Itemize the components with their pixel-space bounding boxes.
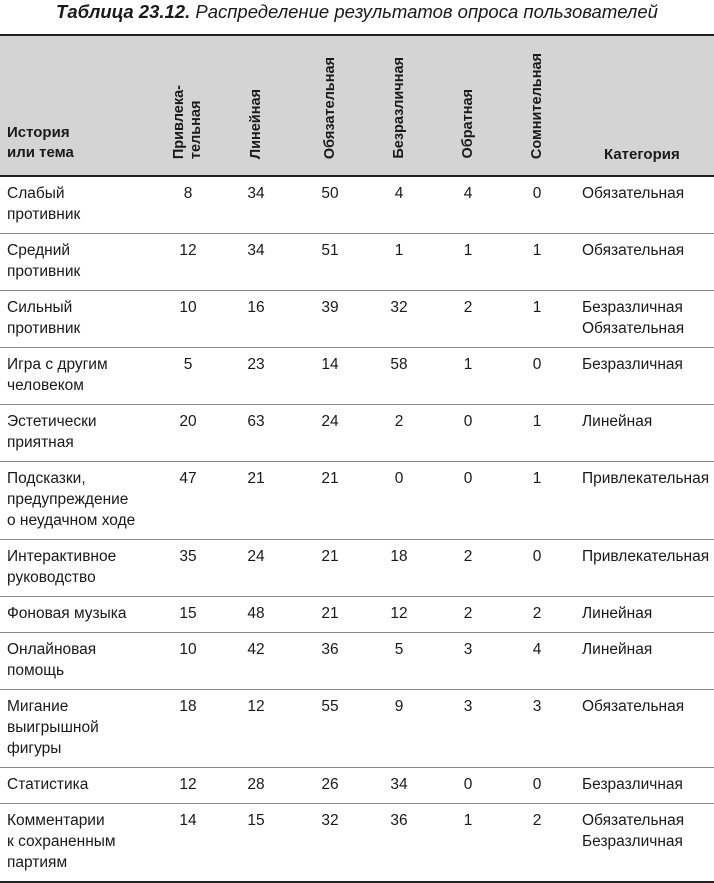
value-cell: 36 [362, 804, 436, 883]
topic-cell [0, 291, 162, 348]
value-cell: 51 [298, 234, 362, 291]
table-row [0, 804, 714, 883]
value-cell: 39 [298, 291, 362, 348]
header-topic-line: или тема [7, 144, 74, 161]
value-cell: 42 [214, 633, 298, 690]
value-cell: 15 [162, 597, 214, 633]
value-cell: 21 [298, 540, 362, 597]
value-cell: 0 [436, 768, 500, 804]
header-linear: Линейная [247, 88, 264, 159]
value-cell: 10 [162, 633, 214, 690]
topic-line: Комментарии [7, 812, 105, 829]
topic-cell [0, 462, 162, 540]
value-cell: 21 [298, 462, 362, 540]
category-cell [574, 768, 714, 804]
table-body [0, 176, 714, 882]
value-cell: 20 [162, 405, 214, 462]
topic-cell [0, 597, 162, 633]
category-line: Безразличная [582, 776, 683, 793]
value-cell: 26 [298, 768, 362, 804]
table-row [0, 462, 714, 540]
value-cell: 9 [362, 690, 436, 768]
topic-line: о неудачном ходе [7, 512, 136, 529]
value-cell: 23 [214, 348, 298, 405]
topic-line: Онлайновая [7, 641, 97, 658]
value-cell: 35 [162, 540, 214, 597]
value-cell: 0 [436, 462, 500, 540]
category-line: Безразличная [582, 356, 683, 373]
category-cell [574, 690, 714, 768]
table-row [0, 633, 714, 690]
topic-line: человеком [7, 377, 84, 394]
header-attractive-line: Привлека- [171, 84, 187, 159]
value-cell: 32 [298, 804, 362, 883]
topic-cell [0, 768, 162, 804]
value-cell: 1 [362, 234, 436, 291]
category-line: Привлекательная [582, 470, 710, 487]
value-cell: 0 [436, 405, 500, 462]
topic-cell [0, 804, 162, 883]
topic-line: предупреждение [7, 491, 129, 508]
value-cell: 1 [436, 804, 500, 883]
table-row [0, 234, 714, 291]
value-cell: 48 [214, 597, 298, 633]
value-cell: 2 [436, 291, 500, 348]
value-cell: 18 [362, 540, 436, 597]
value-cell: 8 [162, 176, 214, 234]
topic-line: помощь [7, 662, 65, 679]
caption-label: Таблица 23.12. [56, 1, 191, 22]
caption-text: Распределение результатов опроса пользователей [190, 1, 658, 22]
value-cell: 1 [500, 234, 574, 291]
category-line: Линейная [582, 641, 653, 658]
header-topic-line: История [7, 124, 70, 141]
value-cell: 18 [162, 690, 214, 768]
value-cell: 2 [500, 597, 574, 633]
category-line: Безразличная [582, 833, 683, 850]
value-cell: 34 [214, 176, 298, 234]
value-cell: 3 [500, 690, 574, 768]
header-attractive [162, 35, 214, 176]
table-caption [0, 0, 714, 34]
value-cell: 0 [362, 462, 436, 540]
category-cell [574, 597, 714, 633]
topic-cell [0, 176, 162, 234]
category-line: Обязательная [582, 320, 685, 337]
value-cell: 12 [214, 690, 298, 768]
value-cell: 0 [500, 176, 574, 234]
value-cell: 24 [214, 540, 298, 597]
value-cell: 32 [362, 291, 436, 348]
table-row [0, 176, 714, 234]
value-cell: 55 [298, 690, 362, 768]
table-row [0, 348, 714, 405]
value-cell: 4 [362, 176, 436, 234]
table-row [0, 291, 714, 348]
value-cell: 14 [162, 804, 214, 883]
value-cell: 0 [500, 348, 574, 405]
value-cell: 47 [162, 462, 214, 540]
topic-line: Подсказки, [7, 470, 86, 487]
header-category: Категория [604, 146, 680, 163]
header-mandatory: Обязательная [321, 56, 338, 159]
topic-line: Мигание [7, 698, 69, 715]
value-cell: 12 [162, 234, 214, 291]
value-cell: 10 [162, 291, 214, 348]
category-line: Линейная [582, 413, 653, 430]
value-cell: 5 [162, 348, 214, 405]
value-cell: 1 [500, 405, 574, 462]
value-cell: 3 [436, 690, 500, 768]
value-cell: 1 [436, 348, 500, 405]
value-cell: 0 [500, 768, 574, 804]
value-cell: 28 [214, 768, 298, 804]
survey-results-table [0, 34, 714, 883]
value-cell: 0 [500, 540, 574, 597]
table-row [0, 540, 714, 597]
topic-line: Игра с другим [7, 356, 108, 373]
value-cell: 1 [436, 234, 500, 291]
value-cell: 15 [214, 804, 298, 883]
category-cell [574, 633, 714, 690]
value-cell: 5 [362, 633, 436, 690]
header-questionable: Сомнительная [528, 52, 545, 159]
topic-cell [0, 690, 162, 768]
value-cell: 4 [500, 633, 574, 690]
value-cell: 3 [436, 633, 500, 690]
header-indifferent: Безразличная [390, 57, 407, 159]
topic-line: Слабый [7, 185, 65, 202]
value-cell: 2 [362, 405, 436, 462]
topic-line: к сохраненным [7, 833, 116, 850]
category-cell [574, 405, 714, 462]
value-cell: 2 [436, 540, 500, 597]
value-cell: 1 [500, 462, 574, 540]
category-line: Линейная [582, 605, 653, 622]
value-cell: 24 [298, 405, 362, 462]
topic-line: приятная [7, 434, 74, 451]
topic-line: выигрышной [7, 719, 99, 736]
category-cell [574, 540, 714, 597]
value-cell: 14 [298, 348, 362, 405]
value-cell: 2 [436, 597, 500, 633]
table-row [0, 690, 714, 768]
topic-line: Статистика [7, 776, 89, 793]
topic-line: Средний [7, 242, 71, 259]
topic-cell [0, 348, 162, 405]
category-line: Обязательная [582, 812, 685, 829]
value-cell: 12 [362, 597, 436, 633]
table-header [0, 35, 714, 176]
topic-line: Сильный [7, 299, 73, 316]
header-attractive-line: тельная [188, 100, 204, 159]
value-cell: 34 [362, 768, 436, 804]
value-cell: 16 [214, 291, 298, 348]
value-cell: 34 [214, 234, 298, 291]
category-cell [574, 176, 714, 234]
value-cell: 63 [214, 405, 298, 462]
value-cell: 58 [362, 348, 436, 405]
category-cell [574, 234, 714, 291]
topic-cell [0, 540, 162, 597]
header-topic [0, 35, 162, 176]
topic-line: Эстетически [7, 413, 97, 430]
topic-line: противник [7, 206, 81, 223]
value-cell: 50 [298, 176, 362, 234]
category-line: Обязательная [582, 698, 685, 715]
value-cell: 12 [162, 768, 214, 804]
category-line: Обязательная [582, 185, 685, 202]
value-cell: 4 [436, 176, 500, 234]
topic-line: руководство [7, 569, 96, 586]
table-row [0, 768, 714, 804]
value-cell: 1 [500, 291, 574, 348]
topic-cell [0, 234, 162, 291]
value-cell: 21 [298, 597, 362, 633]
category-cell [574, 291, 714, 348]
header-reverse: Обратная [459, 89, 476, 159]
topic-line: фигуры [7, 740, 62, 757]
category-line: Безразличная [582, 299, 683, 316]
category-line: Обязательная [582, 242, 685, 259]
category-cell [574, 804, 714, 883]
category-line: Привлекательная [582, 548, 710, 565]
category-cell [574, 462, 714, 540]
topic-line: Интерактивное [7, 548, 117, 565]
topic-line: противник [7, 320, 81, 337]
topic-line: партиям [7, 854, 68, 871]
value-cell: 36 [298, 633, 362, 690]
table-row [0, 597, 714, 633]
topic-cell [0, 405, 162, 462]
topic-cell [0, 633, 162, 690]
topic-line: Фоновая музыка [7, 605, 127, 622]
topic-line: противник [7, 263, 81, 280]
value-cell: 21 [214, 462, 298, 540]
category-cell [574, 348, 714, 405]
value-cell: 2 [500, 804, 574, 883]
table-row [0, 405, 714, 462]
header-row [0, 35, 714, 176]
